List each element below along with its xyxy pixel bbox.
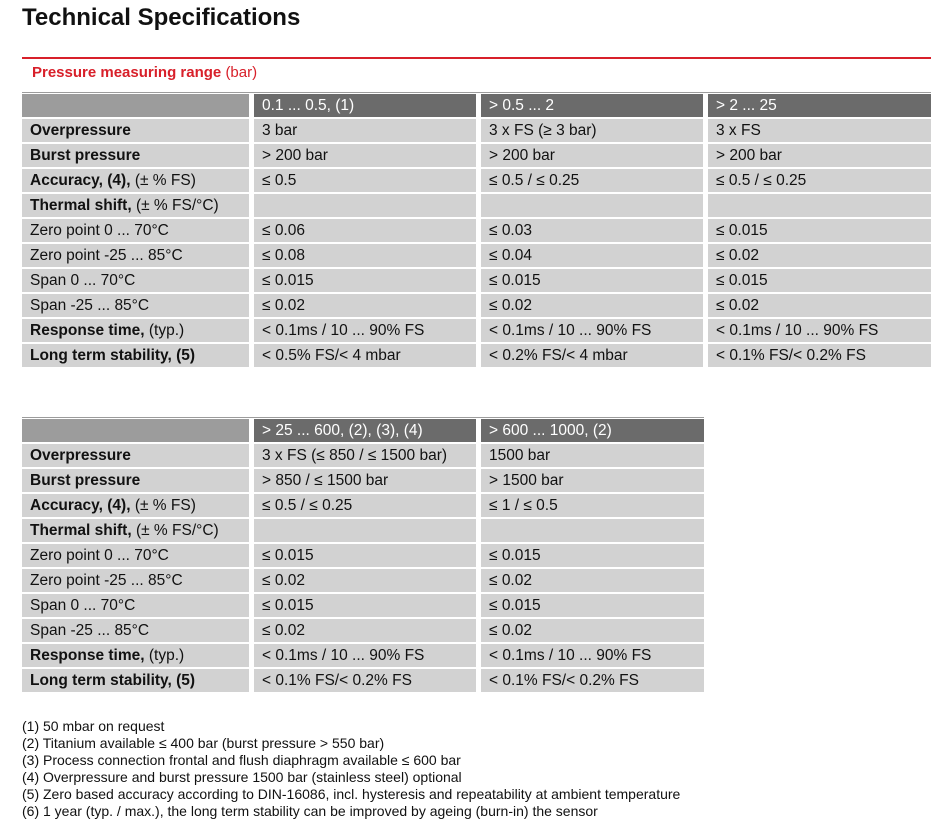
value-cell: > 200 bar [708,144,931,169]
header-blank-cell [22,94,254,119]
row-label-text: Span 0 ... 70°C [30,271,136,289]
table-row [22,244,931,269]
row-label-text: (typ.) [144,646,185,664]
row-label [22,194,254,219]
value-cell: ≤ 0.015 [254,544,481,569]
range-header: > 0.5 ... 2 [481,94,708,119]
value-cell: ≤ 0.5 [254,169,481,194]
table-row [22,494,704,519]
value-cell: ≤ 0.5 / ≤ 0.25 [254,494,481,519]
row-label [22,619,254,644]
table-row [22,119,931,144]
row-label-bold: Response time, [30,321,145,339]
value-cell: ≤ 0.04 [481,244,708,269]
footnote: (3) Process connection frontal and flush diaphragm available ≤ 600 bar [22,752,461,768]
row-label-bold: Overpressure [30,121,131,139]
value-cell: 3 x FS (≤ 850 / ≤ 1500 bar) [254,444,481,469]
table-row [22,444,704,469]
value-cell [254,194,481,219]
table-row [22,269,931,294]
value-cell: ≤ 0.02 [254,619,481,644]
title-divider [22,57,931,59]
value-cell: ≤ 0.03 [481,219,708,244]
row-label [22,144,254,169]
value-cell: ≤ 0.02 [254,294,481,319]
footnote: (4) Overpressure and burst pressure 1500 bar (stainless steel) optional [22,769,462,785]
value-cell: ≤ 0.015 [708,219,931,244]
page-title: Technical Specifications [22,4,301,31]
row-label-bold: Long term stability, (5) [30,671,196,689]
table-row [22,669,704,694]
value-cell: ≤ 0.015 [481,269,708,294]
value-cell [481,194,708,219]
footnote: (2) Titanium available ≤ 400 bar (burst pressure > 550 bar) [22,735,385,751]
table-header-row [22,94,931,119]
value-cell: 1500 bar [481,444,704,469]
table-row [22,219,931,244]
value-cell: ≤ 0.02 [481,294,708,319]
row-label-bold: Accuracy, (4), [30,171,131,189]
value-cell: < 0.2% FS/< 4 mbar [481,344,708,369]
table-row [22,469,704,494]
row-label-bold: Accuracy, (4), [30,496,131,514]
value-cell: ≤ 0.5 / ≤ 0.25 [708,169,931,194]
table-row [22,544,704,569]
value-cell: < 0.1% FS/< 0.2% FS [708,344,931,369]
row-label [22,669,254,694]
table-row [22,569,704,594]
value-cell: ≤ 0.02 [481,569,704,594]
value-cell: ≤ 0.015 [481,544,704,569]
row-label-bold: Burst pressure [30,146,141,164]
section-unit: (bar) [225,64,258,81]
row-label [22,294,254,319]
row-label [22,444,254,469]
row-label [22,519,254,544]
row-label-text: (± % FS/°C) [131,196,219,214]
value-cell: > 1500 bar [481,469,704,494]
row-label [22,569,254,594]
row-label [22,344,254,369]
header-blank-cell [22,419,254,444]
value-cell: 3 x FS [708,119,931,144]
table-row [22,594,704,619]
value-cell: ≤ 0.06 [254,219,481,244]
value-cell: ≤ 0.015 [708,269,931,294]
row-label-text: Zero point -25 ... 85°C [30,246,183,264]
table-row [22,344,931,369]
footnotes [22,718,680,820]
row-label [22,469,254,494]
value-cell: ≤ 0.5 / ≤ 0.25 [481,169,708,194]
row-label-text: Zero point 0 ... 70°C [30,546,169,564]
value-cell: ≤ 0.08 [254,244,481,269]
row-label [22,119,254,144]
spec-table-2 [22,419,704,694]
value-cell: < 0.1ms / 10 ... 90% FS [708,319,931,344]
value-cell: ≤ 0.015 [481,594,704,619]
range-header: > 25 ... 600, (2), (3), (4) [254,419,481,444]
range-header: > 600 ... 1000, (2) [481,419,704,444]
value-cell: ≤ 0.015 [254,269,481,294]
value-cell: < 0.1ms / 10 ... 90% FS [481,319,708,344]
row-label-text: (± % FS) [130,496,196,514]
row-label [22,244,254,269]
table-row [22,319,931,344]
row-label [22,319,254,344]
row-label-text: Zero point 0 ... 70°C [30,221,169,239]
footnote: (5) Zero based accuracy according to DIN-16086, incl. hysteresis and repeatability at ambient temperature [22,786,681,802]
value-cell [708,194,931,219]
row-label [22,494,254,519]
table2-top-rule [22,417,704,418]
value-cell: > 200 bar [254,144,481,169]
row-label-bold: Burst pressure [30,471,141,489]
table-row [22,519,704,544]
row-label-bold: Thermal shift, [30,521,132,539]
table1-top-rule [22,92,931,93]
spec-table-1 [22,94,931,369]
row-label [22,644,254,669]
row-label-bold: Thermal shift, [30,196,132,214]
range-header: 0.1 ... 0.5, (1) [254,94,481,119]
section-label: Pressure measuring range [32,64,222,81]
value-cell: < 0.1% FS/< 0.2% FS [254,669,481,694]
row-label-bold: Long term stability, (5) [30,346,196,364]
value-cell [254,519,481,544]
row-label-text: Span 0 ... 70°C [30,596,136,614]
value-cell: ≤ 1 / ≤ 0.5 [481,494,704,519]
row-label [22,169,254,194]
table-header-row [22,419,704,444]
row-label [22,544,254,569]
row-label-text: Zero point -25 ... 85°C [30,571,183,589]
table-row [22,294,931,319]
value-cell: < 0.1% FS/< 0.2% FS [481,669,704,694]
table-row [22,644,704,669]
footnote: (1) 50 mbar on request [22,718,165,734]
value-cell: 3 bar [254,119,481,144]
value-cell: ≤ 0.02 [708,294,931,319]
row-label-text: Span -25 ... 85°C [30,621,150,639]
value-cell: < 0.1ms / 10 ... 90% FS [481,644,704,669]
row-label-bold: Overpressure [30,446,131,464]
row-label-text: Span -25 ... 85°C [30,296,150,314]
row-label [22,219,254,244]
value-cell: ≤ 0.015 [254,594,481,619]
row-label-text: (± % FS/°C) [131,521,219,539]
value-cell: < 0.1ms / 10 ... 90% FS [254,644,481,669]
table-row [22,619,704,644]
value-cell [481,519,704,544]
row-label [22,594,254,619]
table-row [22,169,931,194]
row-label-text: (± % FS) [130,171,196,189]
value-cell: > 850 / ≤ 1500 bar [254,469,481,494]
value-cell: ≤ 0.02 [708,244,931,269]
value-cell: 3 x FS (≥ 3 bar) [481,119,708,144]
table-row [22,194,931,219]
value-cell: > 200 bar [481,144,708,169]
row-label-text: (typ.) [144,321,185,339]
value-cell: ≤ 0.02 [481,619,704,644]
range-header: > 2 ... 25 [708,94,931,119]
row-label [22,269,254,294]
table-row [22,144,931,169]
value-cell: < 0.1ms / 10 ... 90% FS [254,319,481,344]
row-label-bold: Response time, [30,646,145,664]
value-cell: ≤ 0.02 [254,569,481,594]
section-heading [32,64,257,81]
footnote: (6) 1 year (typ. / max.), the long term stability can be improved by ageing (burn-in) the sensor [22,803,598,819]
value-cell: < 0.5% FS/< 4 mbar [254,344,481,369]
